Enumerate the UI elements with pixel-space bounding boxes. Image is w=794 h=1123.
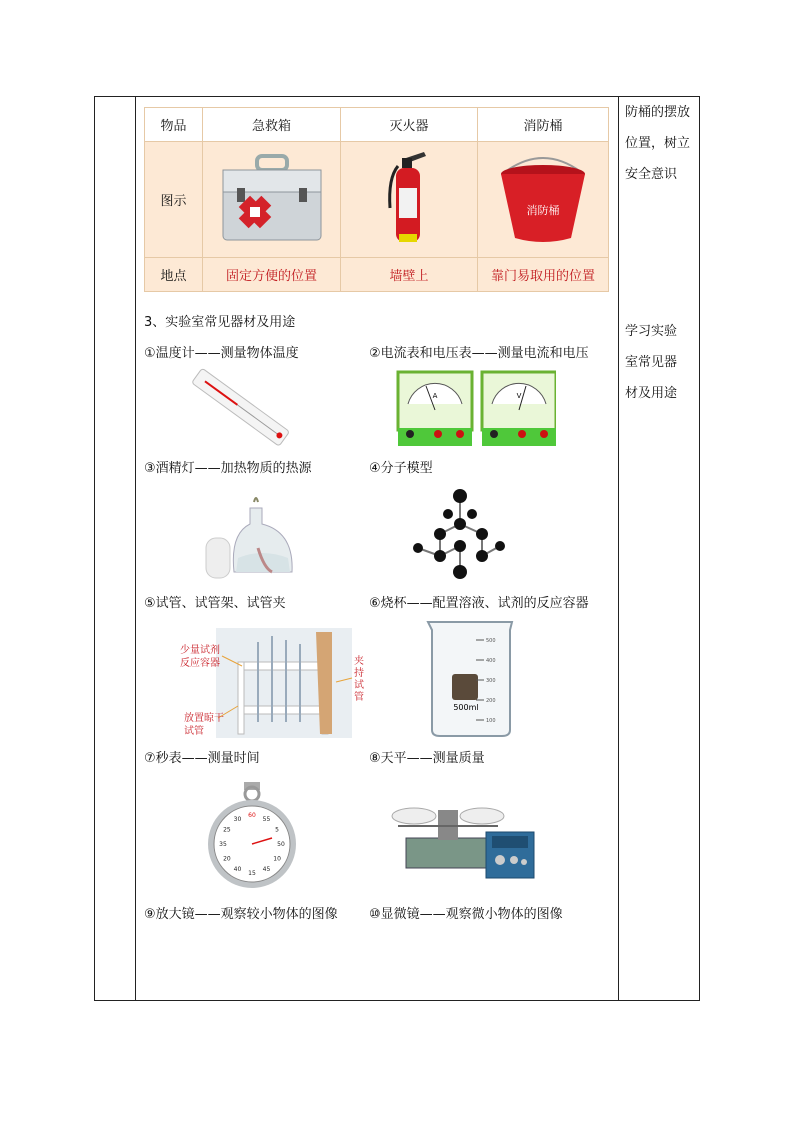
- location-extinguisher: 墙壁上: [341, 258, 478, 292]
- beaker-image: [424, 618, 518, 738]
- section-title: 3、实验室常见器材及用途: [144, 315, 296, 330]
- first-aid-kit-image: [203, 142, 341, 258]
- label-small-reagent: 少量试剂反应容器: [180, 645, 220, 669]
- item-molecular-model: ④分子模型: [369, 461, 433, 476]
- side-note-line: 安全意识: [625, 167, 678, 182]
- column-divider-right: [618, 96, 619, 1001]
- beaker-mark: 500: [486, 638, 496, 644]
- stopwatch-number: 20: [223, 855, 231, 863]
- bucket-label: 消防桶: [526, 203, 560, 217]
- stopwatch-number: 35: [219, 841, 227, 848]
- location-bucket: 靠门易取用的位置: [478, 258, 609, 292]
- location-first-aid: 固定方便的位置: [203, 258, 341, 292]
- stopwatch-number: 40: [233, 866, 242, 874]
- item-beaker: ⑥烧杯——配置溶液、试剂的反应容器: [369, 596, 589, 611]
- table-header: 消防桶: [478, 108, 609, 142]
- ammeter-voltmeter-image: [396, 370, 556, 448]
- label-drying-tubes: 放置晾干试管: [184, 713, 224, 737]
- item-microscope: ⑩显微镜——观察微小物体的图像: [369, 907, 563, 922]
- side-note-equipment: [625, 316, 695, 409]
- stopwatch-image: [204, 780, 300, 890]
- stopwatch-number: 45: [262, 866, 271, 874]
- stopwatch-number: 55: [262, 815, 271, 823]
- side-note-line: 位置，树立: [625, 136, 691, 151]
- item-alcohol-lamp: ③酒精灯——加热物质的热源: [144, 461, 312, 476]
- voltmeter-label: V: [516, 392, 522, 400]
- item-thermometer: ①温度计——测量物体温度: [144, 346, 299, 361]
- side-note-line: 学习实验: [625, 324, 678, 339]
- item-magnifier: ⑨放大镜——观察较小物体的图像: [144, 907, 338, 922]
- row-label-image: 图示: [145, 142, 203, 258]
- test-tube-rack-image: [176, 622, 372, 740]
- side-note-line: 材及用途: [625, 386, 678, 401]
- stopwatch-number: 25: [223, 826, 231, 834]
- fire-bucket-image: [478, 142, 609, 258]
- beaker-mark: 100: [486, 718, 496, 724]
- column-divider-left: [135, 96, 136, 1001]
- label-tube-clamp: 夹持试管: [354, 656, 364, 703]
- fire-extinguisher-image: [341, 142, 478, 258]
- beaker-mark: 400: [486, 658, 496, 664]
- beaker-volume-label: 500ml: [453, 703, 479, 712]
- beaker-mark: 300: [486, 678, 496, 684]
- stopwatch-number: 5: [275, 826, 280, 834]
- item-meters: ②电流表和电压表——测量电流和电压: [369, 346, 589, 361]
- item-stopwatch: ⑦秒表——测量时间: [144, 751, 260, 766]
- stopwatch-number: 15: [248, 870, 256, 877]
- side-note-line: 室常见器: [625, 355, 678, 370]
- table-header: 急救箱: [203, 108, 341, 142]
- balance-scale-image: [390, 786, 540, 882]
- row-label-location: 地点: [145, 258, 203, 292]
- ammeter-label: A: [432, 392, 438, 400]
- molecular-model-image: [410, 484, 506, 580]
- stopwatch-number: 60: [248, 812, 256, 819]
- safety-equipment-table: [144, 107, 609, 292]
- side-note-safety: [625, 97, 695, 190]
- beaker-mark: 200: [486, 698, 496, 704]
- stopwatch-number: 10: [273, 855, 281, 863]
- stopwatch-number: 50: [277, 841, 285, 848]
- stopwatch-number: 30: [233, 815, 242, 823]
- item-balance: ⑧天平——测量质量: [369, 751, 485, 766]
- thermometer-image: [190, 366, 290, 450]
- alcohol-lamp-image: [204, 488, 304, 582]
- side-note-line: 防桶的摆放: [625, 105, 691, 120]
- table-header: 灭火器: [341, 108, 478, 142]
- table-header: 物品: [145, 108, 203, 142]
- item-test-tubes: ⑤试管、试管架、试管夹: [144, 596, 286, 611]
